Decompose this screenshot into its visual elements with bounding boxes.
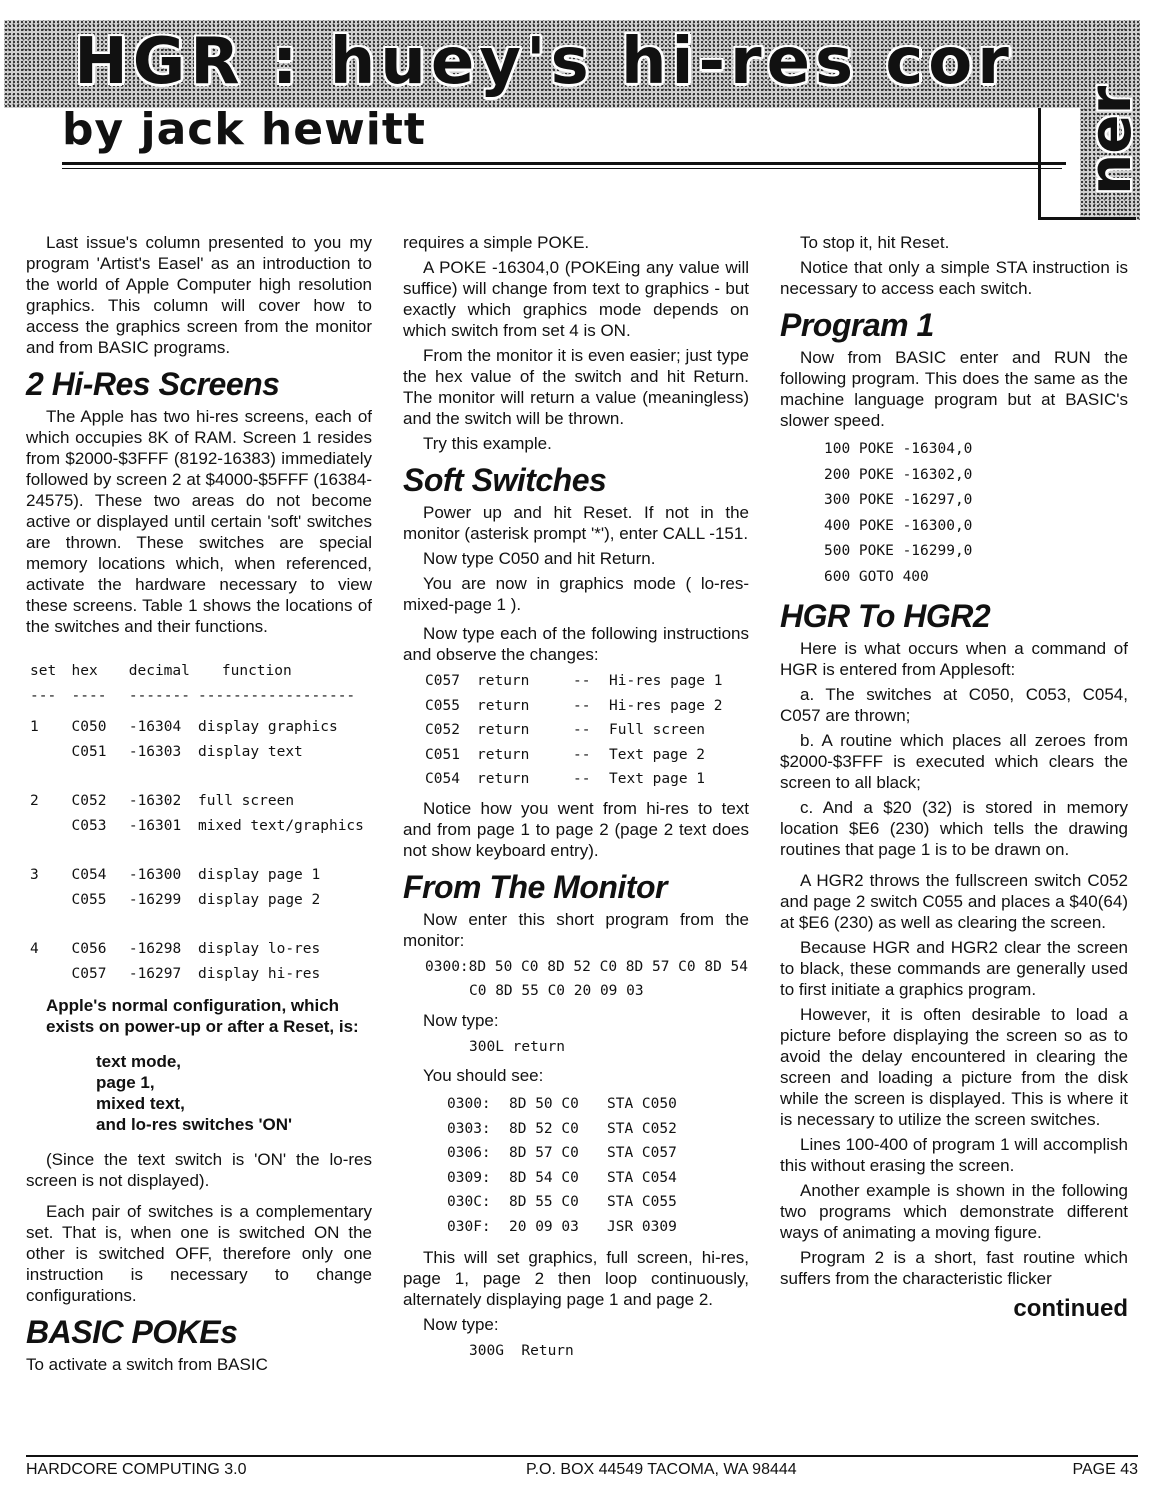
table-row — [26, 937, 372, 962]
config-intro: Apple's normal configuration, which exists on power-up or after a Reset, is: — [46, 996, 359, 1036]
paragraph: Now from BASIC enter and RUN the following program. This does the same as the machine language program but at BASIC's slower speed. — [780, 348, 1128, 430]
column-header-set: set — [30, 663, 57, 679]
column-header-hex: hex — [71, 663, 98, 679]
code-line: 300 POKE -16297,0 — [824, 492, 973, 508]
paragraph: requires a simple POKE. — [403, 233, 590, 252]
cell-opcode: STA C054 — [607, 1169, 677, 1186]
cell-hex: C056 — [71, 941, 107, 957]
table-row — [403, 669, 749, 694]
paragraph: Another example is shown in the following two programs which demonstrate different ways of animating a moving figure. — [780, 1181, 1128, 1242]
switch-table — [26, 659, 372, 987]
listing-row — [403, 1215, 749, 1240]
cell-opcode: JSR 0309 — [607, 1218, 677, 1235]
cell-decimal: -16298 — [128, 941, 182, 957]
cell-address: 0306: — [447, 1145, 491, 1161]
byline-rule-thin — [62, 168, 1062, 169]
cell-set — [26, 814, 72, 839]
paragraph: Try this example. — [423, 434, 552, 453]
code-line: 200 POKE -16302,0 — [824, 466, 973, 483]
column-1 — [26, 232, 372, 1379]
paragraph: A POKE -16304,0 (POKEing any value will suffice) will change from text to graphics - but exactly which graphics mode depends on which switch from set 4 is ON. — [403, 258, 749, 340]
table-row — [403, 767, 749, 792]
section-heading-from-the-monitor: From The Monitor — [403, 868, 667, 905]
paragraph: Now type: — [423, 1010, 499, 1030]
footer-page-number: PAGE 43 — [1072, 1461, 1138, 1478]
paragraph: a. The switches at C050, C053, C054, C057 are thrown; — [780, 685, 1128, 725]
program-1-listing — [780, 437, 1128, 590]
code-line: 300G Return — [469, 1343, 574, 1359]
table-row — [26, 962, 372, 987]
table-row — [26, 789, 372, 814]
footer-publication: HARDCORE COMPUTING 3.0 — [26, 1461, 247, 1478]
cell-key: return — [477, 746, 530, 763]
row-spacer — [26, 839, 372, 863]
switch-table-body — [26, 709, 372, 987]
corner-rule-vertical — [1038, 108, 1041, 220]
cell-set: 2 — [30, 793, 39, 809]
cell-decimal: -16299 — [128, 892, 182, 908]
cell-separator: -- — [573, 771, 591, 787]
cell-function: mixed text/graphics — [198, 818, 364, 834]
column-header-function: function — [221, 663, 292, 679]
rule-cell: ---- — [71, 688, 107, 704]
rule-cell: ------- — [128, 688, 190, 704]
cell-key: return — [477, 697, 530, 714]
code-line: 400 POKE -16300,0 — [824, 517, 973, 534]
cell-function: display page 1 — [198, 867, 321, 883]
cell-function: full screen — [198, 793, 295, 809]
cell-decimal: -16297 — [128, 966, 182, 982]
column-header-decimal: decimal — [128, 663, 190, 679]
table-row — [26, 863, 372, 888]
table-row — [26, 740, 372, 765]
cell-decimal: -16304 — [128, 719, 182, 735]
code-line: 600 GOTO 400 — [824, 568, 929, 585]
cell-hex: C054 — [71, 867, 107, 883]
cell-address: C054 — [425, 771, 460, 787]
cell-hex: C051 — [71, 744, 107, 760]
section-heading-hi-res-screens: 2 Hi-Res Screens — [26, 366, 280, 402]
table-row — [26, 814, 372, 839]
cell-set: 4 — [30, 941, 39, 957]
code-line: 100 POKE -16304,0 — [824, 441, 973, 457]
table-row — [403, 694, 749, 719]
cell-result: Hi-res page 1 — [609, 673, 723, 689]
listing-row — [403, 1190, 749, 1215]
paragraph: From the monitor it is even easier; just type the hex value of the switch and hit Return. The monitor will return a value (meaningless) and the switch will be thrown. — [403, 346, 749, 428]
paragraph: You are now in graphics mode ( lo-res-mixed-page 1 ). — [403, 574, 749, 614]
cell-function: display graphics — [198, 719, 338, 735]
paragraph: Lines 100-400 of program 1 will accomplish this without erasing the screen. — [780, 1135, 1128, 1175]
cell-key: return — [477, 673, 530, 689]
paragraph: The Apple has two hi-res screens, each of which occupies 8K of RAM. Screen 1 resides from $2000-$3FFF (8192-16383) immediately followed by screen 2 at $4000-$5FFF (16384-24575). These two areas do not become active or displayed until certain 'soft' switches are thrown. These switches are special memory locations which, when referenced, activate the hardware necessary to view these screens. Table 1 shows the locations of the switches and their functions. — [26, 407, 372, 636]
column-2 — [403, 232, 749, 1364]
paragraph: To activate a switch from BASIC — [26, 1355, 268, 1374]
cell-bytes: 8D 57 C0 — [509, 1145, 579, 1161]
instruction-table — [403, 669, 749, 792]
cell-function: display hi-res — [198, 966, 321, 982]
paragraph: Now enter this short program from the monitor: — [403, 909, 749, 950]
footer-address: P.O. BOX 44549 TACOMA, WA 98444 — [526, 1461, 797, 1478]
cell-function: display page 2 — [198, 892, 321, 908]
cell-separator: -- — [573, 722, 591, 738]
cell-set — [26, 740, 72, 765]
cell-decimal: -16301 — [128, 818, 182, 834]
program-listing — [403, 1092, 749, 1239]
cell-opcode: STA C057 — [607, 1145, 677, 1161]
table-row — [26, 715, 372, 740]
section-heading-basic-pokes: BASIC POKEs — [26, 1314, 238, 1350]
code-line: 0300:8D 50 C0 8D 52 C0 8D 57 C0 8D 54 — [425, 958, 749, 975]
cell-opcode: STA C055 — [607, 1194, 677, 1210]
cell-function: display lo-res — [198, 941, 321, 957]
paragraph: Power up and hit Reset. If not in the monitor (asterisk prompt '*'), enter CALL -151. — [403, 503, 749, 543]
corner-rule-bottom — [1038, 217, 1136, 220]
row-spacer — [26, 765, 372, 789]
paragraph: However, it is often desirable to load a picture before displaying the screen so as to avoid the delay encountered in clearing the screen and loading a picture from the disk while the screen is displayed. This is where it is necessary to utilize the screen switches. — [780, 1005, 1128, 1129]
code-line: C0 8D 55 C0 20 09 03 — [469, 983, 644, 999]
cell-set — [26, 888, 72, 913]
cell-set — [26, 962, 72, 987]
cell-address: 0300: — [447, 1096, 491, 1112]
cell-opcode: STA C052 — [607, 1120, 677, 1137]
config-item: mixed text, — [96, 1094, 185, 1113]
paragraph: Program 2 is a short, fast routine which suffers from the characteristic flicker — [780, 1248, 1128, 1288]
paragraph: Now type C050 and hit Return. — [423, 549, 656, 568]
cell-address: C051 — [425, 746, 460, 763]
cell-decimal: -16300 — [128, 867, 182, 883]
cell-hex: C053 — [71, 818, 107, 834]
cell-set: 1 — [30, 719, 39, 735]
switch-table-rule — [26, 684, 372, 709]
cell-address: C052 — [425, 722, 460, 738]
paragraph: Now type: — [423, 1315, 499, 1334]
paragraph: Each pair of switches is a complementary set. That is, when one is switched ON the other is switched OFF, therefore only one instruction is necessary to change configurations. — [26, 1202, 372, 1305]
listing-row — [403, 1092, 749, 1117]
cell-hex: C050 — [71, 719, 107, 735]
paragraph: Here is what occurs when a command of HGR is entered from Applesoft: — [780, 639, 1128, 679]
section-heading-hgr-to-hgr2: HGR To HGR2 — [780, 598, 991, 634]
row-spacer — [26, 913, 372, 937]
byline: by jack hewitt — [62, 104, 426, 155]
rule-cell: --- — [30, 688, 57, 704]
cell-key: return — [477, 722, 530, 738]
switch-table-header — [26, 659, 372, 684]
table-row — [403, 743, 749, 768]
byline-rule — [62, 162, 1066, 165]
cell-bytes: 8D 55 C0 — [509, 1194, 579, 1210]
code-line: 300L return — [469, 1038, 566, 1055]
cell-bytes: 8D 50 C0 — [509, 1096, 579, 1112]
paragraph: A HGR2 throws the fullscreen switch C052 and page 2 switch C055 and places a $40(64) at $E6 (230) as well as clearing the screen. — [780, 871, 1128, 932]
cell-address: 0303: — [447, 1120, 491, 1137]
config-list — [96, 1051, 372, 1135]
section-heading-program-1: Program 1 — [780, 307, 934, 343]
cell-decimal: -16303 — [128, 744, 182, 760]
paragraph: To stop it, hit Reset. — [800, 233, 950, 252]
code-line: 500 POKE -16299,0 — [824, 543, 973, 559]
listing-row — [403, 1166, 749, 1191]
cell-function: display text — [198, 744, 303, 760]
continued-label: continued — [1013, 1295, 1128, 1322]
cell-separator: -- — [573, 697, 591, 714]
listing-row — [403, 1117, 749, 1142]
cell-key: return — [477, 771, 530, 787]
paragraph: You should see: — [423, 1066, 544, 1085]
config-item: and lo-res switches 'ON' — [96, 1115, 293, 1134]
rule-cell: ------------------ — [198, 688, 356, 704]
section-heading-soft-switches: Soft Switches — [403, 462, 607, 498]
cell-address: 030C: — [447, 1194, 491, 1210]
cell-hex: C055 — [71, 892, 107, 908]
paragraph: (Since the text switch is 'ON' the lo-res screen is not displayed). — [26, 1150, 372, 1190]
page-footer — [26, 1458, 1138, 1482]
table-row — [403, 718, 749, 743]
cell-address: C057 — [425, 673, 460, 689]
cell-bytes: 20 09 03 — [509, 1218, 579, 1235]
config-item: text mode, — [96, 1052, 182, 1071]
paragraph: This will set graphics, full screen, hi-res, page 1, page 2 then loop continuously, alternately displaying page 1 and page 2. — [403, 1248, 749, 1309]
cell-bytes: 8D 54 C0 — [509, 1169, 579, 1186]
cell-result: Text page 2 — [609, 746, 706, 763]
paragraph: Notice that only a simple STA instruction is necessary to access each switch. — [780, 258, 1128, 298]
cell-separator: -- — [573, 746, 591, 763]
column-3 — [780, 232, 1128, 1323]
listing-row — [403, 1141, 749, 1166]
cell-result: Hi-res page 2 — [609, 697, 723, 714]
cell-decimal: -16302 — [128, 793, 182, 809]
footer-rule — [26, 1455, 1138, 1457]
cell-result: Text page 1 — [609, 771, 706, 787]
paragraph: Last issue's column presented to you my program 'Artist's Easel' as an introduction to the world of Apple Computer high resolution graphics. This column will cover how to access the graphics screen from the monitor and from BASIC programs. — [26, 233, 372, 357]
paragraph: c. And a $20 (32) is stored in memory location $E6 (230) which tells the drawing routines that page 1 is to be drawn on. — [780, 798, 1128, 859]
masthead-title-tail: ner — [1076, 85, 1144, 195]
cell-address: C055 — [425, 697, 460, 714]
table-row — [26, 888, 372, 913]
cell-address: 0309: — [447, 1169, 491, 1186]
cell-hex: C052 — [71, 793, 107, 809]
cell-address: 030F: — [447, 1218, 491, 1235]
paragraph: Because HGR and HGR2 clear the screen to black, these commands are generally used to first initiate a graphics program. — [780, 938, 1128, 999]
paragraph: Now type each of the following instructions and observe the changes: — [403, 624, 749, 664]
cell-bytes: 8D 52 C0 — [509, 1120, 579, 1137]
monitor-entry — [403, 955, 749, 1004]
masthead-title: HGR : huey's hi-res cor — [74, 25, 1014, 99]
cell-separator: -- — [573, 673, 591, 689]
paragraph: b. A routine which places all zeroes from $2000-$3FFF is executed which clears the screen to all black; — [780, 731, 1128, 792]
paragraph: Notice how you went from hi-res to text and from page 1 to page 2 (page 2 text does not show keyboard entry). — [403, 798, 749, 860]
cell-set: 3 — [30, 867, 39, 883]
cell-result: Full screen — [609, 722, 706, 738]
cell-hex: C057 — [71, 966, 107, 982]
cell-opcode: STA C050 — [607, 1096, 677, 1112]
config-item: page 1, — [96, 1073, 155, 1092]
